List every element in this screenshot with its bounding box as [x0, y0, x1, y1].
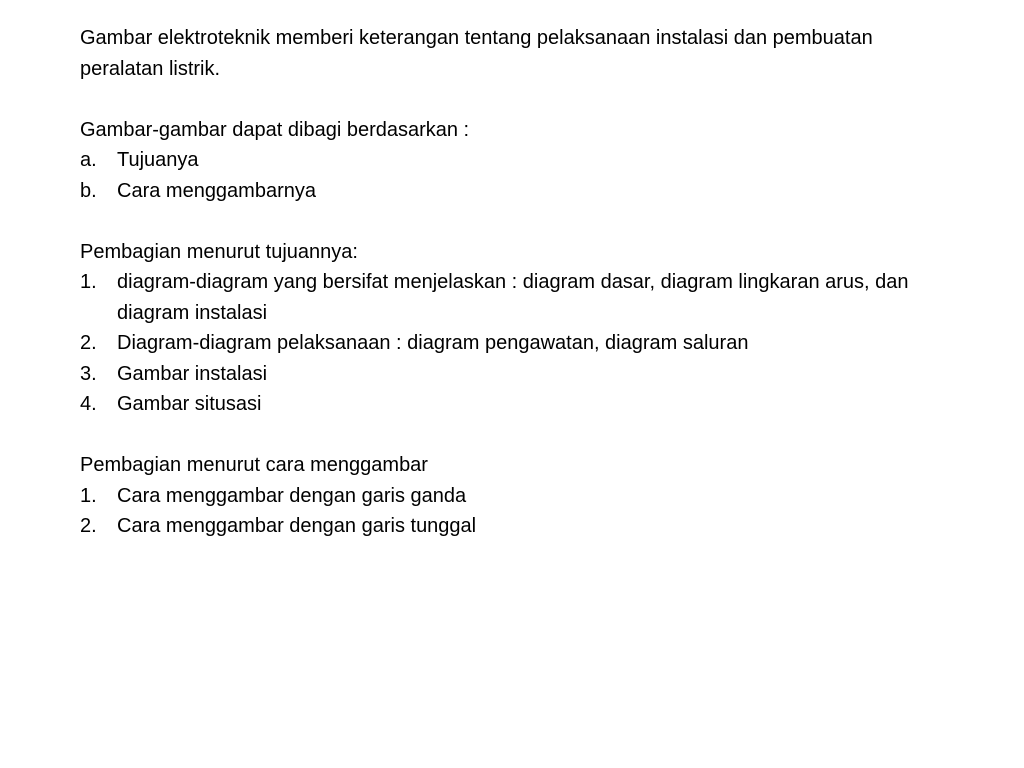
purpose-heading: Pembagian menurut tujuannya:: [80, 240, 358, 263]
list-item: [80, 176, 950, 207]
list-item-text: Cara menggambarnya: [117, 179, 316, 202]
spacer: [80, 84, 950, 115]
list-marker: a.: [80, 149, 97, 171]
list-item-text: Diagram-diagram pelaksanaan : diagram pengawatan, diagram saluran: [117, 332, 749, 354]
list-item: [80, 145, 950, 176]
list-item-text: diagram-diagram yang bersifat menjelaskan : diagram dasar, diagram lingkaran arus, dan diagram instalasi: [117, 271, 909, 324]
list-marker: 1.: [80, 484, 97, 507]
list-item-text: Tujuanya: [117, 149, 199, 171]
list-item: [80, 389, 950, 420]
spacer: [80, 206, 950, 237]
list-marker: 1.: [80, 271, 97, 293]
list-marker: 4.: [80, 393, 97, 415]
slide-body: [80, 23, 950, 542]
list-item: [80, 267, 950, 328]
list-item: [80, 328, 950, 359]
list-item-text: Gambar instalasi: [117, 362, 268, 385]
list-marker: b.: [80, 179, 97, 202]
list-item-text: Cara menggambar dengan garis ganda: [117, 484, 467, 507]
list-marker: 2.: [80, 332, 97, 354]
list-marker: 3.: [80, 362, 97, 385]
list-item-text: Cara menggambar dengan garis tunggal: [117, 515, 477, 537]
list-item: [80, 511, 950, 542]
division-heading: Gambar-gambar dapat dibagi berdasarkan :: [80, 118, 470, 141]
list-item-text: Gambar situsasi: [117, 393, 262, 415]
spacer: [80, 420, 950, 451]
intro-paragraph: Gambar elektroteknik memberi keterangan tentang pelaksanaan instalasi dan pembuatan peralatan listrik.: [80, 27, 873, 80]
list-marker: 2.: [80, 515, 97, 537]
list-item: [80, 359, 950, 390]
list-item: [80, 481, 950, 512]
method-heading: Pembagian menurut cara menggambar: [80, 454, 428, 476]
